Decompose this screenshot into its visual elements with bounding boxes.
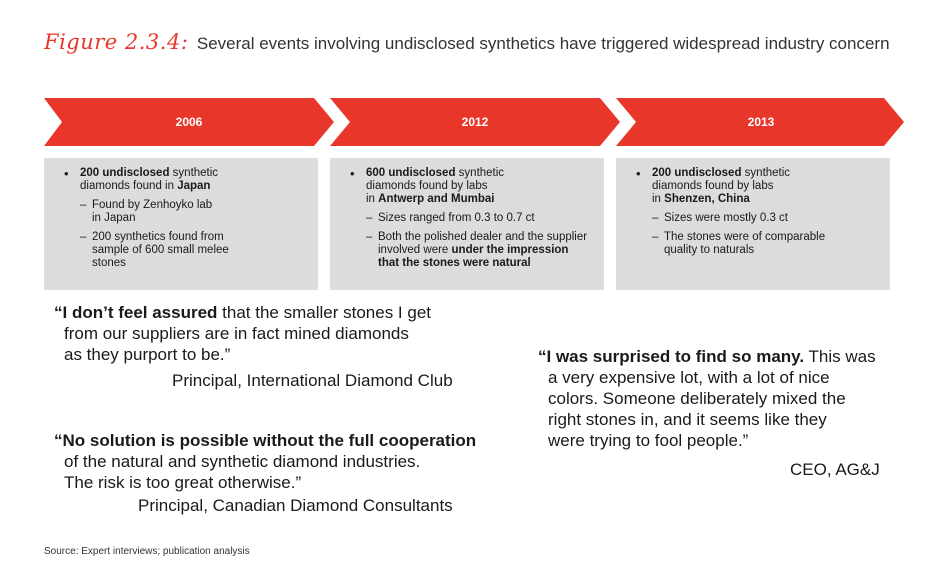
quote-international-diamond-club: “I don’t feel assured that the smaller stones I get from our suppliers are in fact mined diamonds as they purport to be.” <box>54 303 431 364</box>
event-box-2006 <box>44 158 318 290</box>
event-box-2013 <box>616 158 890 290</box>
quote-canadian-diamond-consultants: “No solution is possible without the full cooperation of the natural and synthetic diamond industries. The risk is too great otherwise.” <box>54 431 477 492</box>
event-bullet: • 200 undisclosed synthetic diamonds found in Japan <box>44 167 318 193</box>
event-sub-bullet: – Both the polished dealer and the supplier involved were under the impression that the stones were natural <box>330 231 604 270</box>
event-box-2012 <box>330 158 604 290</box>
event-bullet: • 200 undisclosed synthetic diamonds found by labs in Shenzen, China <box>616 167 890 206</box>
event-sub-bullet: – Found by Zenhoyko lab in Japan <box>44 199 318 225</box>
event-bullet: • 600 undisclosed synthetic diamonds found by labs in Antwerp and Mumbai <box>330 167 604 206</box>
event-sub-bullet: – Sizes ranged from 0.3 to 0.7 ct <box>330 212 604 225</box>
source-note: Source: Expert interviews; publication analysis <box>44 546 250 557</box>
figure-title-text: Several events involving undisclosed synthetics have triggered widespread industry concern <box>196 34 890 53</box>
quote-attribution: Principal, International Diamond Club <box>172 371 453 390</box>
quote-agj: “I was surprised to find so many. This was a very expensive lot, with a lot of nice colors. Someone deliberately mixed the right stones in, and it seems like they were trying to fool people.” <box>538 347 876 450</box>
year-2006: 2006 <box>175 115 203 129</box>
event-sub-bullet: – The stones were of comparable quality to naturals <box>616 231 890 257</box>
quote-attribution: CEO, AG&J <box>790 460 880 479</box>
figure-title <box>44 30 890 54</box>
event-sub-bullet: – Sizes were mostly 0.3 ct <box>616 212 890 225</box>
event-sub-bullet: – 200 synthetics found from sample of 600 small melee stones <box>44 231 318 270</box>
figure-label: Figure 2.3.4: <box>44 30 189 54</box>
quote-attribution: Principal, Canadian Diamond Consultants <box>138 496 453 515</box>
year-2012: 2012 <box>461 115 489 129</box>
year-2013: 2013 <box>747 115 775 129</box>
